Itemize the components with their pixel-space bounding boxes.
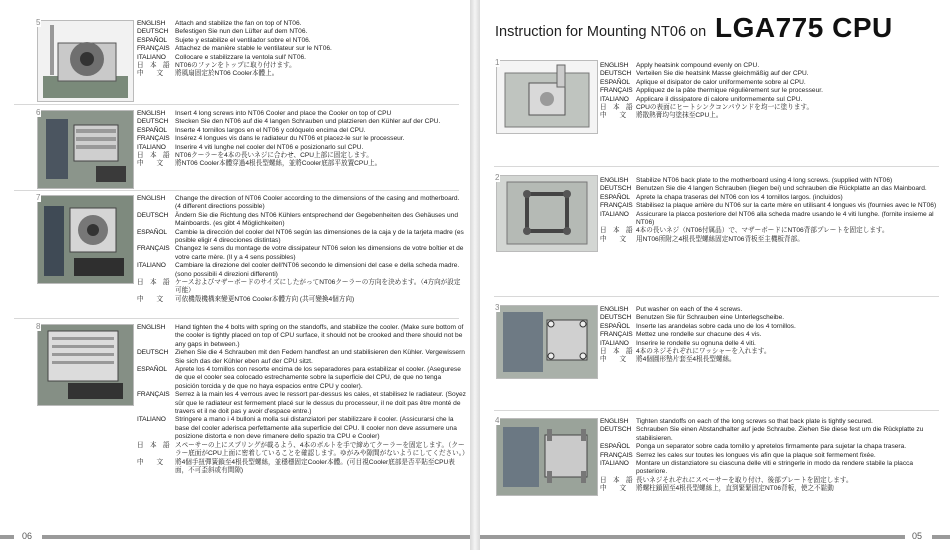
language-label: ESPAÑOL	[600, 78, 630, 86]
instruction-text: Cambie la dirección del cooler del NT06 según las dimensiones de la caja y de la tarjeta madre (es posible eligir 4 direcciones distintas)	[175, 228, 464, 245]
text-row-japanese	[137, 279, 467, 296]
language-label: 日 本 語	[137, 279, 170, 287]
instruction-text: Montare un distanziatore su ciascuna delle viti e stringerle in modo da rendere stabile la placca posteriore.	[636, 460, 914, 476]
language-label: FRANÇAIS	[600, 202, 633, 210]
instruction-text: Schrauben Sie einen Abstandhalter auf jede Schraube. Ziehen Sie diese fest um die Rückplatte zu stabilisieren.	[636, 426, 924, 442]
instruction-text: Apply heatsink compound evenly on CPU.	[636, 62, 760, 69]
text-row-deutsch	[600, 314, 945, 322]
instruction-text: 將螺柱鎖固至4根長型螺絲上，直到緊緊固定NT06背板，使之不鬆動	[636, 485, 834, 493]
step-3-text	[600, 306, 945, 365]
text-row-chinese	[137, 160, 467, 168]
instruction-text: Stecken Sie den NT06 auf die 4 langen Schrauben und platzieren den Kühler auf der CPU.	[175, 118, 441, 126]
instruction-text: Stabilize NT06 back plate to the motherboard using 4 long screws. (supplied with NT06)	[636, 177, 893, 184]
language-label: DEUTSCH	[600, 70, 632, 78]
language-label: 日 本 語	[600, 104, 633, 112]
instruction-text: Assicurare la placca posteriore del NT06 alla scheda madre usando le 4 viti lunghe. (fornite insieme al NT06)	[636, 210, 934, 227]
divider	[494, 296, 939, 297]
language-label: DEUTSCH	[137, 118, 169, 126]
instruction-text: 將4個手扭彈簧鎖至4根長型螺絲，並穩穩固定Cooler本體。(可目視Cooler底部是否平貼至CPU表面，不可歪斜或有間隙)	[175, 458, 455, 474]
text-row-english	[600, 177, 945, 185]
text-row-espanol	[600, 323, 945, 331]
page-footer-bar	[932, 535, 950, 539]
left-page	[0, 0, 470, 550]
text-row-espanol	[600, 194, 945, 202]
text-row-espanol	[137, 229, 467, 246]
instruction-text: 4本の長いネジ（NT06付属品）で、マザーボードにNT06背部プレートを固定します。	[636, 227, 889, 235]
language-label: ITALIANO	[600, 460, 629, 468]
step-5-photo	[37, 20, 134, 102]
instruction-text: Verteilen Sie die heatsink Masse gleichmäßig auf der CPU.	[636, 70, 809, 78]
divider	[14, 190, 459, 191]
instruction-text: Stabilisez la plaque arrière du NT06 sur la carte mère en utilisant 4 longues vis (fournies avec le NT06)	[636, 202, 937, 210]
language-label: ESPAÑOL	[137, 228, 167, 236]
text-row-english	[600, 62, 945, 70]
text-row-espanol	[600, 79, 945, 87]
page-footer-bar	[42, 535, 470, 539]
language-label: 日 本 語	[600, 476, 633, 484]
language-label: DEUTSCH	[600, 426, 632, 434]
step-number: 5	[36, 18, 41, 27]
language-label: ITALIANO	[600, 95, 629, 103]
instruction-text: Benutzen Sie die 4 langen Schrauben (liegen bei) und schrauben die Rückplatte an das Mainboard.	[636, 185, 927, 193]
instruction-text: Attach and stabilize the fan on top of NT06.	[175, 20, 302, 27]
text-row-francais	[137, 135, 467, 143]
text-row-francais	[137, 45, 467, 53]
text-row-deutsch	[137, 118, 467, 126]
step-1-text	[600, 62, 945, 121]
language-label: 中 文	[600, 112, 626, 120]
language-label: ENGLISH	[600, 177, 629, 184]
step-5-text	[137, 20, 467, 79]
text-row-italiano	[600, 340, 945, 348]
instruction-text: 4本のネジそれぞれにワッシャーを入れます。	[636, 348, 771, 356]
instruction-text: スペーサーの上にスプリングが載るよう、4本のボルトを手で締めてクーラーを固定します。（クーラー底面がCPU上面に密着していることを確認します。ゆがみや隙間がないようにしてください。）	[175, 441, 469, 458]
step-number: 3	[495, 303, 500, 312]
step-3-photo	[496, 305, 598, 379]
language-label: 中 文	[137, 458, 163, 466]
text-row-francais	[137, 391, 467, 416]
text-row-chinese	[600, 236, 945, 244]
language-label: 中 文	[137, 70, 163, 78]
step-number: 4	[495, 416, 500, 425]
language-label: ESPAÑOL	[137, 36, 167, 44]
language-label: FRANÇAIS	[137, 391, 170, 399]
language-label: ESPAÑOL	[600, 193, 630, 201]
instruction-text: Serrez à la main les 4 verrous avec le ressort par-dessus les cales, et stabilisez le radiateur. (Soyez sûr que le radiateur est fermement placé sur le dessus du processeur, il ne doit pas être monté de travers et il ne doit pas y avoir d'espace entre.)	[175, 391, 466, 416]
page-footer-bar	[480, 535, 905, 539]
step-7-photo	[37, 195, 134, 284]
language-label: DEUTSCH	[137, 211, 169, 219]
language-label: ITALIANO	[137, 53, 166, 61]
instruction-text: Ponga un separator sobre cada tornillo y apretelos firmamente para sujetar la chapa trasera.	[636, 443, 907, 451]
language-label: ITALIANO	[600, 210, 629, 218]
instruction-text: Stringere a mano i 4 bulloni a molla sui distanziatori per stabilizzare il cooler. (Assicurarsi che la base del cooler aderisca perfettamente alla superficie del CPU. Il cooler non deve assumere una posizione distorta e non deve rimanere dello spazio tra CPU e Cooler)	[175, 416, 457, 441]
step-number: 6	[36, 108, 41, 117]
language-label: ENGLISH	[137, 195, 166, 202]
text-row-deutsch	[600, 185, 945, 193]
instruction-text: Insert 4 long screws into NT06 Cooler and place the Cooler on top of CPU	[175, 110, 392, 117]
text-row-deutsch	[137, 349, 467, 366]
language-label: 中 文	[137, 295, 163, 303]
language-label: ESPAÑOL	[137, 126, 167, 134]
step-number: 8	[36, 322, 41, 331]
text-row-deutsch	[137, 212, 467, 229]
language-label: ENGLISH	[600, 62, 629, 69]
instruction-text: Changez le sens du montage de votre dissipateur NT06 selon les dimensions de votre boîtier et de votre carte mère. (Il y a 4 sens possibles)	[175, 245, 464, 261]
language-label: ENGLISH	[137, 110, 166, 117]
instruction-text: Inserte las arandelas sobre cada uno de los 4 tornillos.	[636, 322, 796, 330]
page-title: LGA775 CPU	[715, 12, 893, 43]
language-label: 中 文	[600, 235, 626, 243]
language-label: FRANÇAIS	[137, 45, 170, 53]
language-label: ITALIANO	[137, 416, 166, 424]
instruction-text: CPUの表面にヒートシンクコンパウンドを均一に塗ります。	[636, 104, 814, 112]
instruction-text: Hand tighten the 4 bolts with spring on the standoffs, and stabilize the cooler. (Make sure bottom of the cooler is tightly placed on top of CPU surface, it should not be crooked and there should not be any gaps in between.)	[175, 324, 464, 348]
step-number: 2	[495, 173, 500, 182]
instruction-text: ケースおよびマザーボードのサイズにしたがってNT06クーラーの方向を決めます。（4方向が設定可能）	[175, 279, 461, 295]
instruction-text: Sujete y estabilize el ventilador sobre el NT06.	[175, 36, 311, 44]
instruction-text: 將NT06 Cooler本體穿過4根長型螺絲，並將Cooler底部平放置CPU上。	[175, 160, 382, 168]
instruction-text: Mettez une rondelle sur chacune des 4 vis.	[636, 331, 762, 339]
step-number: 7	[36, 193, 41, 202]
language-label: 中 文	[600, 485, 626, 493]
text-row-japanese	[137, 442, 467, 459]
text-row-francais	[600, 87, 945, 95]
language-label: ESPAÑOL	[600, 322, 630, 330]
language-label: FRANÇAIS	[600, 87, 633, 95]
instruction-text: Ziehen Sie die 4 Schrauben mit den Federn handfest an und stabilisieren den Kühler. Vergewissern Sie sich das der Kühler eben auf der CPU sitzt.	[175, 349, 465, 365]
language-label: FRANÇAIS	[137, 135, 170, 143]
text-row-italiano	[600, 211, 945, 228]
text-row-chinese	[137, 459, 467, 476]
instruction-text: Befestigen Sie nun den Lüfter auf dem NT06.	[175, 28, 308, 36]
instruction-text: 用NT06所附之4根長型螺絲固定NT06背板至主機板背部。	[636, 235, 804, 243]
text-row-chinese	[600, 485, 945, 493]
language-label: 日 本 語	[600, 227, 633, 235]
text-row-chinese	[600, 356, 945, 364]
language-label: ENGLISH	[600, 418, 629, 425]
instruction-text: Aprete los 4 tornillos con resorte encima de los separadores para estabilizar el cooler. (Asegurese de que el cooler sea colocado estrechamente sobre la superficie del CPU, de que no tenga posición torcida y de que no haya espacios entre CPU y cooler).	[175, 366, 461, 390]
language-label: ENGLISH	[137, 324, 166, 331]
instruction-text: NT06のファンをトップに取り付けます。	[175, 62, 296, 70]
text-row-italiano	[600, 96, 945, 104]
instruction-text: Cambiare la direzione del cooler dell'NT06 secondo le dimensioni del case e della scheda madre. (sono possibili 4 direzioni differenti)	[175, 262, 460, 278]
text-row-italiano	[137, 54, 467, 62]
step-8-photo	[37, 324, 134, 406]
instruction-text: Applicare il dissipatore di calore uniformemente sul CPU.	[636, 95, 803, 103]
instruction-text: 將4個圓形墊片套至4根長型螺絲。	[636, 356, 736, 364]
instruction-text: Tighten standoffs on each of the long screws so that back plate is tightly secured.	[636, 418, 873, 425]
text-row-deutsch	[600, 70, 945, 78]
language-label: 中 文	[137, 160, 163, 168]
text-row-chinese	[600, 112, 945, 120]
page-title-prefix: Instruction for Mounting NT06 on	[495, 24, 707, 40]
step-2-photo	[496, 175, 598, 252]
instruction-text: Appliquez de la pâte thermique régulièrement sur le processeur.	[636, 87, 823, 95]
language-label: DEUTSCH	[137, 349, 169, 357]
instruction-text: 可依機殼機構來變更NT06 Cooler本體方向 (共可變換4個方向)	[175, 295, 355, 303]
text-row-english	[137, 110, 467, 118]
language-label: ESPAÑOL	[600, 443, 630, 451]
step-8-text	[137, 324, 467, 475]
instruction-text: Serrez les cales sur toutes les longues vis afin que la plaque soit fermement fixée.	[636, 451, 876, 459]
step-1-photo	[496, 60, 598, 134]
instruction-text: Aplique el disipator de calor uniformemente sobre al CPU.	[636, 78, 806, 86]
text-row-chinese	[137, 296, 467, 304]
instruction-text: Benutzen Sie für Schrauben eine Unterlegscheibe.	[636, 314, 785, 322]
language-label: FRANÇAIS	[600, 451, 633, 459]
language-label: DEUTSCH	[137, 28, 169, 36]
instruction-text: NT06クーラーを4本の長いネジに合わせ、CPU上部に固定します。	[175, 152, 373, 160]
instruction-text: 將散熱膏均勻塗抹至CPU上。	[636, 112, 723, 120]
step-2-text	[600, 177, 945, 244]
text-row-italiano	[137, 262, 467, 279]
divider	[14, 318, 459, 319]
instruction-text: 長いネジそれぞれにスペーサーを取り付け、後部プレートを固定します。	[636, 476, 853, 484]
step-4-photo	[496, 418, 598, 496]
language-label: ENGLISH	[600, 306, 629, 313]
language-label: ITALIANO	[137, 143, 166, 151]
language-label: ITALIANO	[137, 262, 166, 270]
text-row-chinese	[137, 70, 467, 78]
instruction-text: Attachez de manière stable le ventilateur sur le NT06.	[175, 45, 332, 53]
right-page	[480, 0, 950, 550]
language-label: FRANÇAIS	[600, 331, 633, 339]
step-6-photo	[37, 110, 134, 189]
text-row-english	[137, 20, 467, 28]
language-label: ENGLISH	[137, 20, 166, 27]
text-row-english	[137, 324, 467, 349]
instruction-text: Insérez 4 longues vis dans le radiateur du NT06 et placez-le sur le processeur.	[175, 135, 405, 143]
instruction-text: Inserire le rondelle su ognuna delle 4 viti.	[636, 339, 756, 347]
language-label: 日 本 語	[137, 152, 170, 160]
step-4-text	[600, 418, 945, 494]
book-gutter	[470, 0, 480, 550]
text-row-francais	[600, 331, 945, 339]
page-number: 05	[912, 531, 923, 541]
text-row-italiano	[137, 416, 467, 441]
text-row-francais	[600, 452, 945, 460]
instruction-text: Aprete la chapa traseras del NT06 con los 4 tornillos largos. (incluidos)	[636, 193, 843, 201]
instruction-text: 將風扇固定於NT06 Cooler本體上。	[175, 70, 279, 78]
text-row-english	[600, 306, 945, 314]
language-label: ITALIANO	[600, 339, 629, 347]
text-row-italiano	[600, 460, 945, 477]
text-row-francais	[137, 245, 467, 262]
instruction-text: Put washer on each of the 4 screws.	[636, 306, 743, 313]
step-7-text	[137, 195, 467, 304]
text-row-japanese	[600, 227, 945, 235]
text-row-italiano	[137, 144, 467, 152]
text-row-deutsch	[600, 426, 945, 443]
divider	[494, 166, 939, 167]
language-label: FRANÇAIS	[137, 245, 170, 253]
text-row-japanese	[600, 477, 945, 485]
language-label: ESPAÑOL	[137, 366, 167, 374]
instruction-text: Collocare e stabilizzare la ventola sull' NT06.	[175, 53, 306, 61]
instruction-text: Inserire 4 viti lunghe nel cooler del NT06 e posizionarlo sul CPU.	[175, 143, 364, 151]
text-row-espanol	[137, 366, 467, 391]
language-label: 中 文	[600, 356, 626, 364]
divider	[14, 104, 459, 105]
step-6-text	[137, 110, 467, 169]
divider	[494, 410, 939, 411]
step-number: 1	[495, 58, 500, 67]
instruction-text: Change the direction of NT06 Cooler according to the dimensions of the casing and motherboard. (4 different directions possible)	[175, 195, 460, 211]
text-row-english	[137, 195, 467, 212]
page-footer-bar	[0, 535, 14, 539]
text-row-espanol	[600, 443, 945, 451]
language-label: 日 本 語	[600, 348, 633, 356]
text-row-espanol	[137, 127, 467, 135]
instruction-text: Ändern Sie die Richtung des NT06 Kühlers entsprechend der Gegebenheiten des Gehäuses und Mainboards. (es gibt 4 Möglichkeiten)	[175, 211, 458, 228]
language-label: DEUTSCH	[600, 185, 632, 193]
language-label: 日 本 語	[137, 441, 170, 449]
text-row-francais	[600, 202, 945, 210]
language-label: 日 本 語	[137, 62, 170, 70]
language-label: DEUTSCH	[600, 314, 632, 322]
text-row-english	[600, 418, 945, 426]
instruction-text: Inserte 4 tornillos largos en el NT06 y colóquelo encima del CPU.	[175, 126, 366, 134]
page-number: 06	[22, 531, 33, 541]
text-row-espanol	[137, 37, 467, 45]
text-row-deutsch	[137, 28, 467, 36]
